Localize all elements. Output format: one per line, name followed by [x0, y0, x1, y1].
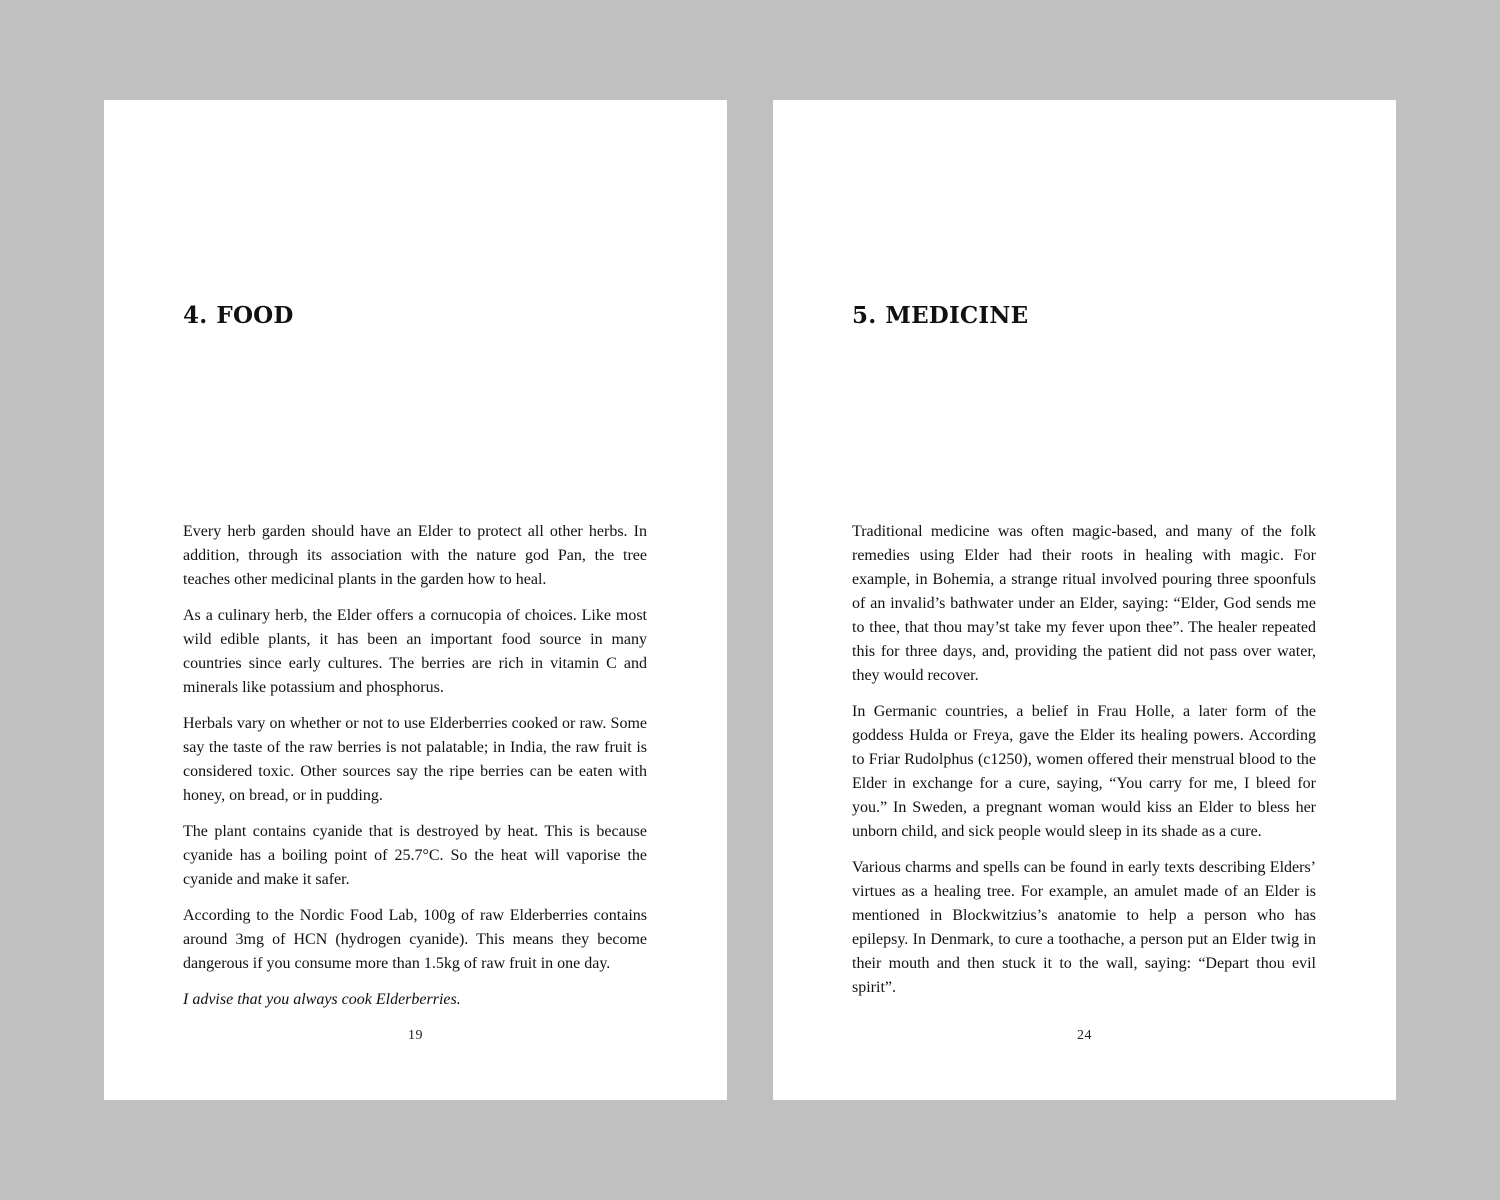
chapter-title: FOOD	[216, 302, 294, 329]
paragraph: In Germanic countries, a belief in Frau Holle, a later form of the goddess Hulda or Freya, gave the Elder its healing powers. According to Friar Rudolphus (c1250), women offered their menstrual blood to the Elder in exchange for a cure, saying, “You carry for me, I bleed for you.” In Sweden, a pregnant woman would kiss an Elder to bless her unborn child, and sick people would sleep in its shade as a cure.	[852, 703, 1316, 840]
paragraph: Various charms and spells can be found in early texts describing Elders’ virtues as a healing tree. For example, an amulet made of an Elder is mentioned in Blockwitzius’s anatomie to help a person who has epilepsy. In Denmark, to cure a toothache, a person put an Elder twig in their mouth and then stuck it to the wall, saying: “Depart thou evil spirit”.	[852, 859, 1316, 996]
paragraph: Herbals vary on whether or not to use Elderberries cooked or raw. Some say the taste of the raw berries is not palatable; in India, the raw fruit is considered toxic. Other sources say the ripe berries can be eaten with honey, on bread, or in pudding.	[183, 715, 647, 804]
chapter-number: 5.	[852, 302, 877, 329]
italic-note: I advise that you always cook Elderberries.	[183, 991, 461, 1008]
page-number: 19	[408, 1028, 423, 1043]
paragraph: As a culinary herb, the Elder offers a cornucopia of choices. Like most wild edible plants, it has been an important food source in many countries since early cultures. The berries are rich in vitamin C and minerals like potassium and phosphorus.	[183, 607, 647, 696]
chapter-title: MEDICINE	[885, 302, 1029, 329]
chapter-heading	[852, 302, 1028, 329]
body-text	[852, 520, 1316, 1012]
paragraph: The plant contains cyanide that is destroyed by heat. This is because cyanide has a boiling point of 25.7°C. So the heat will vaporise the cyanide and make it safer.	[183, 823, 647, 888]
paragraph: Traditional medicine was often magic-based, and many of the folk remedies using Elder had their roots in healing with magic. For example, in Bohemia, a strange ritual involved pouring three spoonfuls of an invalid’s bathwater under an Elder, saying: “Elder, God sends me to thee, that thou may’st take my fever upon thee”. The healer repeated this for three days, and, providing the patient did not pass over water, they would recover.	[852, 523, 1316, 684]
paragraph: Every herb garden should have an Elder to protect all other herbs. In addition, through its association with the nature god Pan, the tree teaches other medicinal plants in the garden how to heal.	[183, 523, 647, 588]
page-number: 24	[1077, 1028, 1092, 1043]
paragraph: According to the Nordic Food Lab, 100g of raw Elderberries contains around 3mg of HCN (hydrogen cyanide). This means they become dangerous if you consume more than 1.5kg of raw fruit in one day.	[183, 907, 647, 972]
chapter-number: 4.	[183, 302, 208, 329]
book-page-left	[104, 100, 727, 1100]
body-text	[183, 520, 647, 1024]
book-page-right	[773, 100, 1396, 1100]
chapter-heading	[183, 302, 294, 329]
